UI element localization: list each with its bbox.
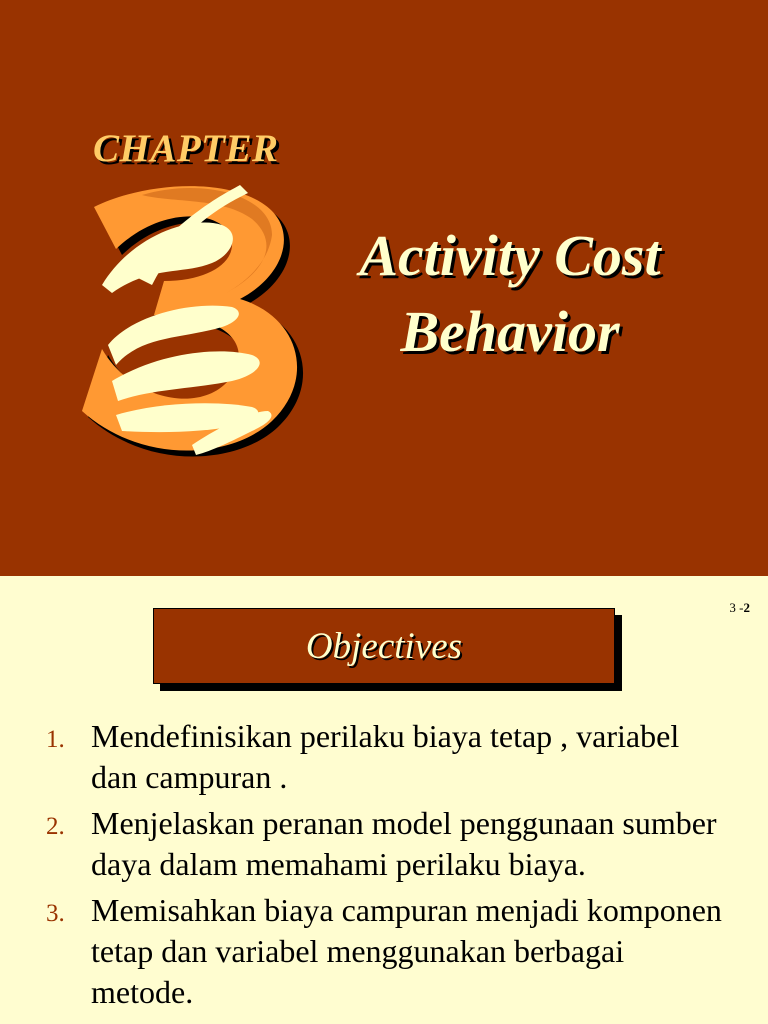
page-number (729, 600, 750, 616)
page-number-value: 2 (743, 600, 750, 615)
list-item-number: 2. (46, 813, 65, 840)
list-item-number: 3. (46, 900, 65, 927)
page-number-prefix: 3 - (729, 600, 744, 615)
list-item (0, 716, 768, 798)
list-item-text: Memisahkan biaya campuran menjadi komponen tetap dan variabel menggunakan berbagai metode. (91, 892, 722, 1010)
objectives-list (0, 716, 768, 1018)
objectives-slide (0, 576, 768, 1024)
objectives-heading: Objectives (305, 625, 463, 667)
chapter-number-3-graphic (72, 175, 312, 475)
list-item-text: Menjelaskan peranan model penggunaan sumber daya dalam memahami perilaku biaya. (91, 805, 717, 882)
list-item (0, 890, 768, 1013)
list-item-text: Mendefinisikan perilaku biaya tetap , variabel dan campuran . (91, 718, 680, 795)
slide-title-line-2: Behavior (400, 299, 620, 364)
list-item-number: 1. (46, 726, 65, 753)
chapter-label: CHAPTER (93, 127, 279, 170)
slide-title-line-1: Activity Cost (359, 223, 661, 288)
list-item (0, 803, 768, 885)
objectives-heading-box (153, 608, 615, 684)
slide-title (300, 218, 720, 370)
